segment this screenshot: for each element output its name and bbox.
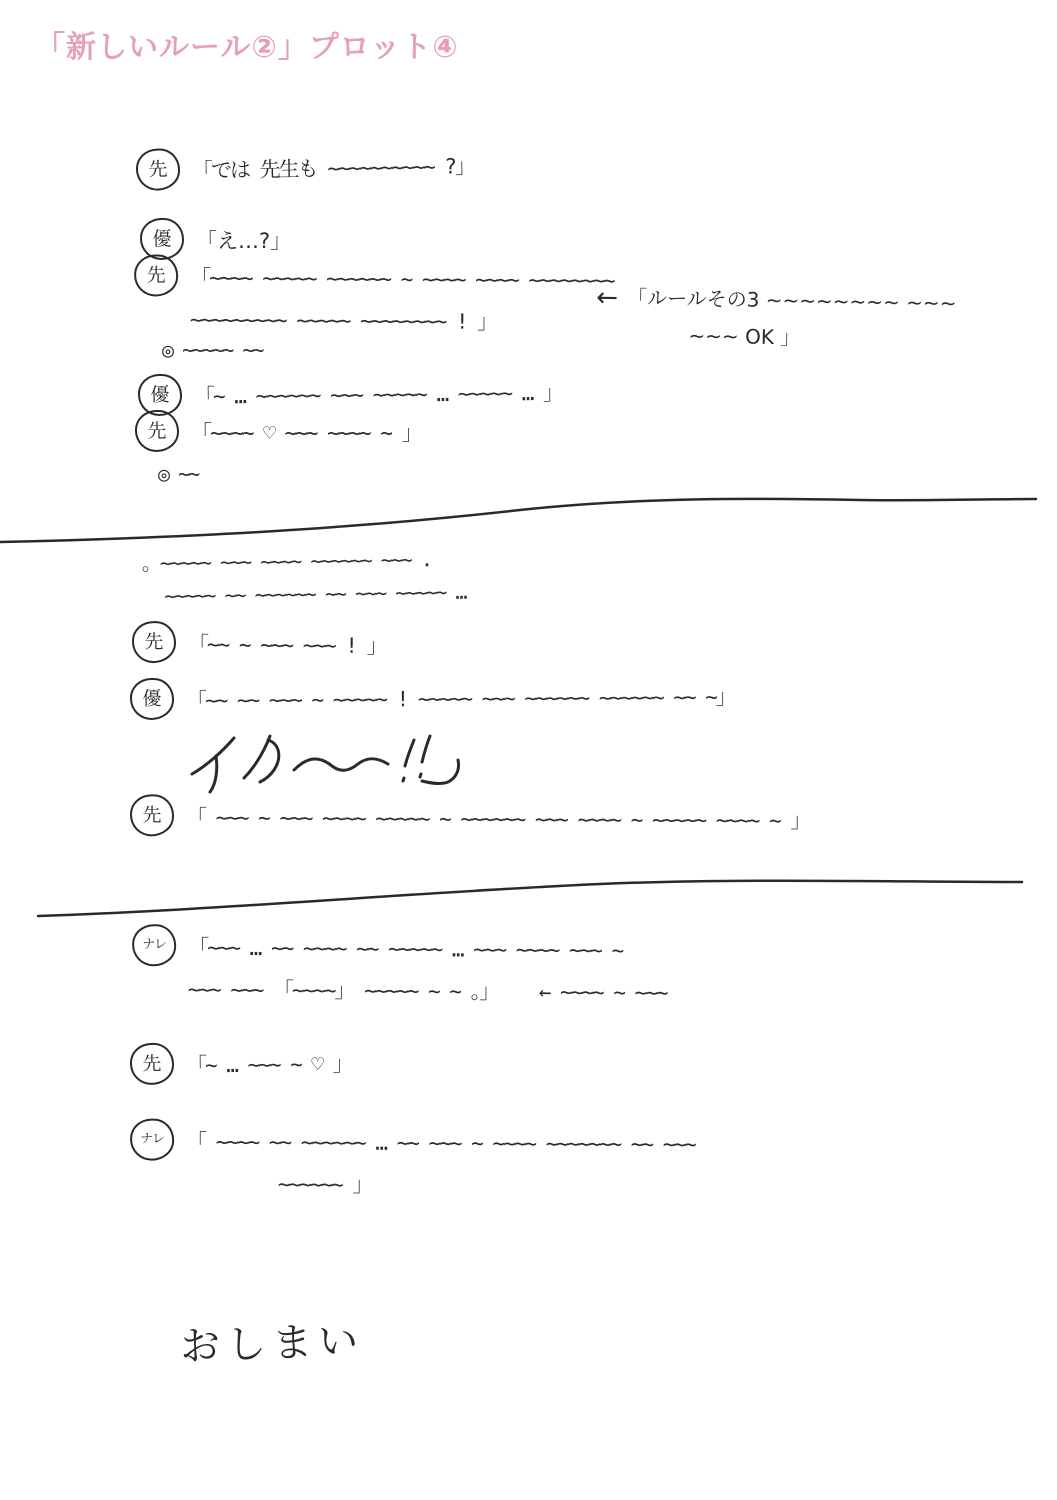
dialogue-text: 「~~~~ ♡ ~~~ ~~~~ ~ 」 xyxy=(191,421,421,445)
speaker-badge-narration: ナレ xyxy=(132,924,176,966)
narration-text-row1: 「~~~ … ~~ ~~~~ ~~ ~~~~~ … ~~~ ~~~~ ~~~ ~ xyxy=(188,935,623,963)
margin-note-row2: ~~~ OK 」 xyxy=(688,323,801,350)
dialogue-text: 「え…?」 xyxy=(196,229,292,253)
dialogue-text: 「~~ ~~ ~~~ ~ ~~~~~ ! ~~~~~ ~~~ ~~~~~~ ~~~~~~ ~~ ~」 xyxy=(185,684,735,713)
speaker-badge-teacher: 先 xyxy=(130,794,174,836)
dialogue-text-row2: ~~~~~~~~~ ~~~~~ ~~~~~~~~ ! 」 xyxy=(189,307,497,334)
dialogue-line xyxy=(130,674,735,720)
speaker-badge-student: 優 xyxy=(140,218,184,260)
margin-note-rule3 xyxy=(595,281,956,353)
dialogue-line xyxy=(130,794,810,840)
speaker-badge-teacher: 先 xyxy=(132,621,176,663)
dialogue-text: 「~ … ~~~ ~ ♡ 」 xyxy=(185,1051,352,1078)
dialogue-text-row1: 「~~~~ ~~~~~ ~~~~~~ ~ ~~~~ ~~~~ ~~~~~~~~ xyxy=(190,265,614,293)
narration-text-row2: ~~~ ~~~ 「~~~~」 ~~~~~ ~ ~ 。」 xyxy=(187,977,499,1004)
speaker-badge-teacher: 先 xyxy=(130,1043,174,1085)
speaker-badge-student: 優 xyxy=(130,678,174,720)
dialogue-line xyxy=(132,621,386,665)
speaker-badge-teacher: 先 xyxy=(135,410,179,452)
stage-direction: ◎ ~~~~~ ~~ xyxy=(162,338,263,362)
narration-text-row2: ~~~~~~ 」 xyxy=(277,1171,372,1197)
handdrawn-divider-line xyxy=(0,870,1057,925)
dialogue-text: 「~~ ~ ~~~ ~~~ ! 」 xyxy=(187,632,386,659)
stage-direction: ◎ ~~ xyxy=(158,462,199,486)
page-title: 「新しいルール②」プロット④ xyxy=(35,30,459,65)
the-end-label: おしまい xyxy=(179,1317,365,1371)
narration-line xyxy=(130,1119,695,1204)
dialogue-line xyxy=(134,254,614,340)
narration-text-row1: 「 ~~~~ ~~ ~~~~~~ … ~~ ~~~ ~ ~~~~ ~~~~~~~ ~~ ~~~ xyxy=(186,1129,695,1157)
narration-line xyxy=(132,924,667,1010)
dialogue-text: 「~ … ~~~~~~ ~~~ ~~~~~ … ~~~~~ … 」 xyxy=(193,380,563,409)
dialogue-text: 「では 先生も ~~~~~~~~~~ ?」 xyxy=(191,154,475,183)
speaker-badge-student: 優 xyxy=(138,374,182,416)
scene-note-row2: ~~~~~ ~~ ~~~~~~ ~~ ~~~ ~~~~~ … xyxy=(164,579,466,608)
margin-note-row1: 「ルールその3 ~~~~~~~~ ~~~ xyxy=(626,285,957,316)
speaker-badge-narration: ナレ xyxy=(130,1119,174,1161)
dialogue-text: 「 ~~~ ~ ~~~ ~~~~ ~~~~~ ~ ~~~~~~ ~~~ ~~~~ ~ ~~~~~ ~~~~ ~ 」 xyxy=(185,805,810,833)
scene-note xyxy=(142,543,466,609)
speaker-badge-teacher: 先 xyxy=(134,254,178,296)
margin-note-staffroom: ← ~~~~ ~ ~~~ xyxy=(538,979,667,1005)
dialogue-line xyxy=(130,1041,352,1085)
speaker-badge-teacher: 先 xyxy=(136,148,181,191)
scene-note-row1: 。~~~~~ ~~~ ~~~~ ~~~~~~ ~~~ . xyxy=(141,547,432,576)
handdrawn-divider-line xyxy=(0,490,1057,552)
arrow-left-icon: ← xyxy=(596,282,618,314)
dialogue-line xyxy=(135,410,421,452)
dialogue-line xyxy=(136,143,475,191)
